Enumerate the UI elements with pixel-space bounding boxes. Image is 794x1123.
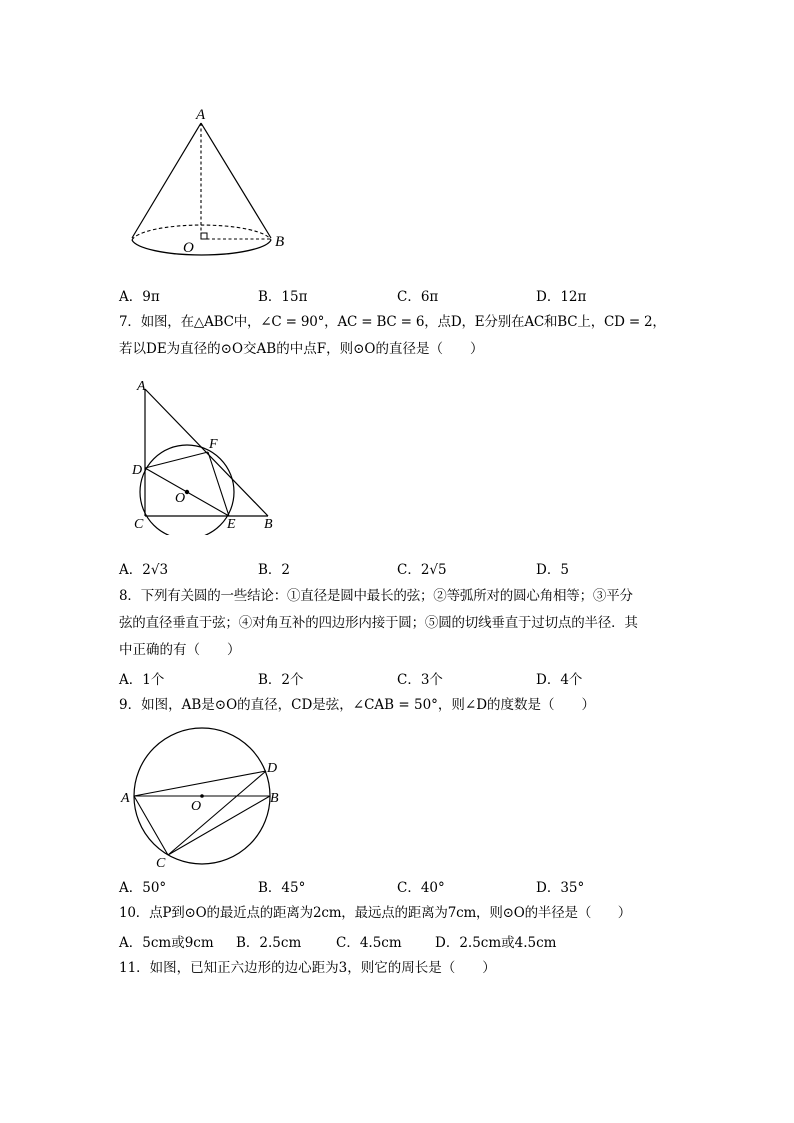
label-B: B — [264, 517, 273, 532]
label-E: E — [227, 517, 236, 532]
q10-stem-line1: 10．点P到⊙O的最近点的距离为2cm，最远点的距离为7cm，则⊙O的半径是（ ） — [119, 905, 632, 921]
label-A: A — [196, 107, 206, 123]
label-B: B — [275, 234, 285, 250]
label-F: F — [209, 437, 218, 452]
chord-AC — [134, 796, 168, 855]
label-D: D — [267, 761, 278, 776]
q9-options — [119, 876, 679, 896]
q10-option-c[interactable]: C．4.5cm — [336, 935, 402, 951]
label-O: O — [191, 799, 202, 814]
q9-option-d[interactable]: D．35° — [536, 880, 585, 896]
q8-option-c[interactable]: C．3个 — [397, 672, 443, 688]
q7-option-d[interactable]: D．5 — [536, 562, 569, 578]
q6-option-d[interactable]: D．12π — [536, 289, 587, 305]
q8-options — [119, 668, 679, 688]
q11-stem-line1: 11．如图，已知正六边形的边心距为3，则它的周长是（ ） — [119, 960, 496, 976]
q8-stem-line3: 中正确的有（ ） — [119, 642, 241, 658]
q7-stem-line2: 若以DE为直径的⊙O交AB的中点F，则⊙O的直径是（ ） — [119, 341, 484, 357]
q7-options — [119, 558, 679, 578]
segment-DF — [145, 452, 208, 468]
q6-option-c[interactable]: C．6π — [397, 289, 439, 305]
q10-option-a[interactable]: A．5cm或9cm — [119, 935, 214, 951]
q9-option-c[interactable]: C．40° — [397, 880, 445, 896]
q6-options — [119, 285, 679, 305]
chord-AD — [134, 771, 266, 796]
q9-stem-line1: 9．如图，AB是⊙O的直径，CD是弦，∠CAB = 50°，则∠D的度数是（ ） — [119, 697, 596, 713]
label-C: C — [134, 517, 144, 532]
triangle-circle-figure — [125, 375, 285, 535]
label-O: O — [183, 240, 194, 256]
cone-right-edge — [201, 123, 271, 238]
q6-option-b[interactable]: B．15π — [258, 289, 308, 305]
q9-option-b[interactable]: B．45° — [258, 880, 306, 896]
right-angle-mark — [201, 233, 207, 239]
q9-option-a[interactable]: A．50° — [119, 880, 167, 896]
label-D: D — [132, 463, 143, 478]
q8-option-a[interactable]: A．1个 — [119, 672, 165, 688]
cone-base-front — [132, 240, 271, 255]
q8-stem-line1: 8．下列有关圆的一些结论：①直径是圆中最长的弦；②等弧所对的圆心角相等；③平分 — [119, 588, 633, 604]
q8-stem-line2: 弦的直径垂直于弦；④对角互补的四边形内接于圆；⑤圆的切线垂直于过切点的半径．其 — [119, 615, 638, 631]
q7-stem-line1: 7．如图，在△ABC中，∠C = 90°，AC = BC = 6，点D，E分别在AC和BC上，CD = 2， — [119, 314, 666, 330]
q8-option-b[interactable]: B．2个 — [258, 672, 304, 688]
q7-option-c[interactable]: C．2√5 — [397, 562, 447, 578]
chord-CB — [168, 796, 270, 855]
label-A: A — [121, 791, 130, 806]
label-B: B — [270, 791, 279, 806]
q7-option-a[interactable]: A．2√3 — [119, 562, 169, 578]
cone-left-edge — [132, 123, 201, 238]
label-C: C — [156, 856, 166, 870]
center-O-dot — [200, 794, 204, 798]
label-A: A — [137, 379, 146, 394]
q10-options — [119, 931, 679, 951]
label-O: O — [175, 491, 186, 506]
q10-option-d[interactable]: D．2.5cm或4.5cm — [435, 935, 557, 951]
q10-option-b[interactable]: B．2.5cm — [236, 935, 302, 951]
cone-figure — [120, 100, 310, 272]
center-O-dot — [185, 490, 189, 494]
circle-chords-figure — [118, 725, 288, 870]
q6-option-a[interactable]: A．9π — [119, 289, 160, 305]
q7-option-b[interactable]: B．2 — [258, 562, 291, 578]
q8-option-d[interactable]: D．4个 — [536, 672, 583, 688]
